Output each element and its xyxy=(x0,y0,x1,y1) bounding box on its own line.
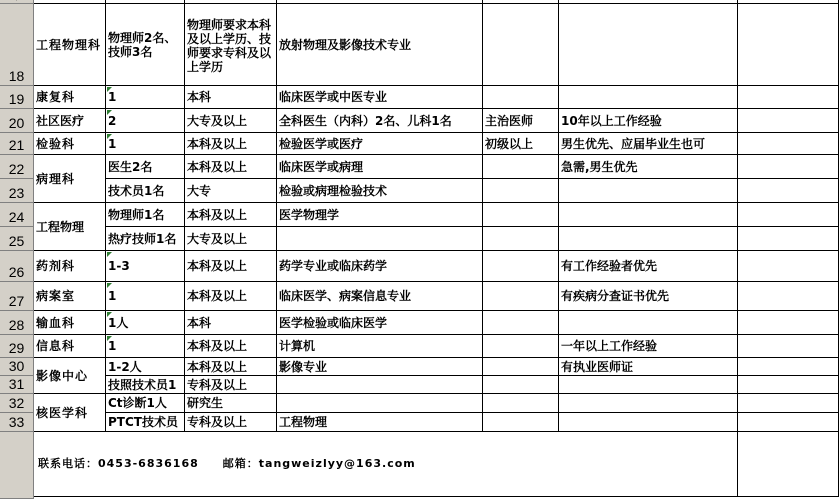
row-header-30[interactable]: 30 xyxy=(0,358,34,376)
cell[interactable] xyxy=(738,179,839,203)
cell[interactable] xyxy=(483,179,559,203)
cell[interactable] xyxy=(277,376,483,394)
row-header-28[interactable]: 28 xyxy=(0,311,34,335)
edu-cell[interactable]: 物理师要求本科及以上学历、技师要求专科及以上学历 xyxy=(185,4,277,86)
row-header-contact[interactable] xyxy=(0,432,34,499)
cell[interactable] xyxy=(277,394,483,413)
cell[interactable] xyxy=(483,4,559,86)
row-header-31[interactable]: 31 xyxy=(0,376,34,394)
count-cell[interactable]: 热疗技师1名 xyxy=(106,227,185,251)
row-header-22[interactable]: 22 xyxy=(0,155,34,179)
comment-marker-icon xyxy=(107,283,112,288)
edu-cell[interactable]: 专科及以上 xyxy=(185,413,277,432)
row-header-27[interactable]: 27 xyxy=(0,282,34,311)
dept-cell[interactable]: 影像中心 xyxy=(34,358,106,394)
cell[interactable] xyxy=(483,86,559,109)
count-cell[interactable]: 技照技术员1 xyxy=(106,376,185,394)
row-header-26[interactable]: 26 xyxy=(0,251,34,282)
row-header-20[interactable]: 20 xyxy=(0,109,34,133)
cell[interactable] xyxy=(483,311,559,335)
cell[interactable] xyxy=(483,203,559,227)
comment-marker-icon xyxy=(107,312,112,317)
cell[interactable] xyxy=(483,155,559,179)
count-cell[interactable]: 1 xyxy=(106,335,185,358)
row-header-21[interactable]: 21 xyxy=(0,133,34,155)
cell[interactable] xyxy=(483,358,559,376)
cell[interactable] xyxy=(738,282,839,311)
note-cell[interactable]: 10年以上工作经验 xyxy=(559,109,738,133)
cell[interactable] xyxy=(483,251,559,282)
count-cell[interactable]: 医生2名 xyxy=(106,155,185,179)
contact-cell[interactable]: 联系电话：0453-6836168 邮箱：tangweizlyy@163.com xyxy=(34,432,738,497)
edu-cell[interactable]: 大专及以上 xyxy=(185,109,277,133)
dept-cell[interactable]: 核医学科 xyxy=(34,394,106,432)
edu-cell[interactable]: 专科及以上 xyxy=(185,376,277,394)
note-cell[interactable]: 男生优先、应届毕业生也可 xyxy=(559,133,738,155)
major-cell[interactable]: 检验或病理检验技术 xyxy=(277,179,483,203)
note-cell[interactable]: 有疾病分查证书优先 xyxy=(559,282,738,311)
major-cell[interactable]: 临床医学或中医专业 xyxy=(277,86,483,109)
cell[interactable] xyxy=(738,4,839,86)
row-header-18[interactable]: 18 xyxy=(0,4,34,86)
cell[interactable] xyxy=(738,203,839,227)
edu-cell[interactable]: 本科及以上 xyxy=(185,335,277,358)
dept-cell[interactable]: 信息科 xyxy=(34,335,106,358)
comment-marker-icon xyxy=(107,336,112,341)
row-header-29[interactable]: 29 xyxy=(0,335,34,358)
count-cell[interactable]: 物理师2名、技师3名 xyxy=(106,4,185,86)
cell[interactable] xyxy=(559,179,738,203)
count-cell[interactable]: 物理师1名 xyxy=(106,203,185,227)
cell[interactable] xyxy=(738,109,839,133)
title-cell[interactable]: 主治医师 xyxy=(483,109,559,133)
edu-cell[interactable]: 本科 xyxy=(185,311,277,335)
edu-cell[interactable]: 研究生 xyxy=(185,394,277,413)
edu-cell[interactable]: 大专及以上 xyxy=(185,227,277,251)
cell[interactable] xyxy=(483,376,559,394)
major-cell[interactable]: 医学物理学 xyxy=(277,203,483,227)
note-cell[interactable]: 一年以上工作经验 xyxy=(559,335,738,358)
cell[interactable] xyxy=(738,376,839,394)
row-header-17[interactable]: 17 xyxy=(0,0,34,4)
count-cell[interactable]: 2 xyxy=(106,109,185,133)
cell[interactable] xyxy=(559,376,738,394)
count-cell[interactable]: 1 xyxy=(106,133,185,155)
dept-cell[interactable]: 药剂科 xyxy=(34,251,106,282)
major-cell[interactable]: 放射物理及影像技术专业 xyxy=(277,4,483,86)
count-cell[interactable]: 1 xyxy=(106,282,185,311)
title-cell[interactable]: 初级以上 xyxy=(483,133,559,155)
cell[interactable] xyxy=(483,227,559,251)
cell[interactable] xyxy=(559,86,738,109)
dept-cell[interactable]: 病理科 xyxy=(34,155,106,203)
cell[interactable] xyxy=(559,311,738,335)
cell[interactable] xyxy=(559,413,738,432)
cell[interactable] xyxy=(738,413,839,432)
comment-marker-icon xyxy=(107,87,112,92)
cell[interactable] xyxy=(483,394,559,413)
major-cell[interactable]: 药学专业或临床药学 xyxy=(277,251,483,282)
edu-cell[interactable]: 本科及以上 xyxy=(185,155,277,179)
count-cell[interactable]: 1-3 xyxy=(106,251,185,282)
edu-cell[interactable]: 大专 xyxy=(185,179,277,203)
count-cell[interactable]: 技术员1名 xyxy=(106,179,185,203)
cell[interactable] xyxy=(483,282,559,311)
major-cell[interactable]: 计算机 xyxy=(277,335,483,358)
cell[interactable] xyxy=(483,335,559,358)
cell[interactable] xyxy=(559,227,738,251)
cell[interactable] xyxy=(738,394,839,413)
row-header-24[interactable]: 24 xyxy=(0,203,34,227)
cell[interactable] xyxy=(738,432,839,497)
row-header-32[interactable]: 32 xyxy=(0,394,34,413)
cell[interactable] xyxy=(277,227,483,251)
row-header-19[interactable]: 19 xyxy=(0,86,34,109)
note-cell[interactable]: 有工作经验者优先 xyxy=(559,251,738,282)
cell[interactable] xyxy=(738,227,839,251)
cell[interactable] xyxy=(738,155,839,179)
cell[interactable] xyxy=(738,311,839,335)
edu-cell[interactable]: 本科及以上 xyxy=(185,282,277,311)
edu-cell[interactable]: 本科及以上 xyxy=(185,358,277,376)
major-cell[interactable]: 检验医学或医疗 xyxy=(277,133,483,155)
major-cell[interactable]: 医学检验或临床医学 xyxy=(277,311,483,335)
major-cell[interactable]: 临床医学或病理 xyxy=(277,155,483,179)
major-cell[interactable]: 临床医学、病案信息专业 xyxy=(277,282,483,311)
edu-cell[interactable]: 本科及以上 xyxy=(185,203,277,227)
comment-marker-icon xyxy=(107,110,112,115)
major-cell[interactable]: 工程物理 xyxy=(277,413,483,432)
cell[interactable] xyxy=(559,394,738,413)
dept-cell[interactable]: 社区医疗 xyxy=(34,109,106,133)
count-cell[interactable]: 1 xyxy=(106,86,185,109)
dept-cell[interactable]: 检验科 xyxy=(34,133,106,155)
cell[interactable] xyxy=(738,133,839,155)
edu-cell[interactable]: 本科及以上 xyxy=(185,251,277,282)
cell[interactable] xyxy=(738,86,839,109)
major-cell[interactable]: 影像专业 xyxy=(277,358,483,376)
dept-cell[interactable]: 工程物理科 xyxy=(34,4,106,86)
count-cell[interactable]: 1人 xyxy=(106,311,185,335)
comment-marker-icon xyxy=(107,252,112,257)
cell[interactable] xyxy=(559,203,738,227)
cell[interactable] xyxy=(738,358,839,376)
comment-marker-icon xyxy=(107,134,112,139)
count-cell[interactable]: 1-2人 xyxy=(106,358,185,376)
cell[interactable] xyxy=(738,335,839,358)
row-header-33[interactable]: 33 xyxy=(0,413,34,432)
cell[interactable] xyxy=(483,413,559,432)
row-header-23[interactable]: 23 xyxy=(0,179,34,203)
cell[interactable] xyxy=(559,4,738,86)
major-cell[interactable]: 全科医生（内科）2名、儿科1名 xyxy=(277,109,483,133)
note-cell[interactable]: 急需,男生优先 xyxy=(559,155,738,179)
count-cell[interactable]: Ct诊断1人 xyxy=(106,394,185,413)
count-cell[interactable]: PTCT技术员 xyxy=(106,413,185,432)
row-header-25[interactable]: 25 xyxy=(0,227,34,251)
dept-cell[interactable]: 康复科 xyxy=(34,86,106,109)
dept-cell[interactable]: 输血科 xyxy=(34,311,106,335)
note-cell[interactable]: 有执业医师证 xyxy=(559,358,738,376)
cell[interactable] xyxy=(738,251,839,282)
edu-cell[interactable]: 本科 xyxy=(185,86,277,109)
edu-cell[interactable]: 本科及以上 xyxy=(185,133,277,155)
dept-cell[interactable]: 病案室 xyxy=(34,282,106,311)
dept-cell[interactable]: 工程物理 xyxy=(34,203,106,251)
